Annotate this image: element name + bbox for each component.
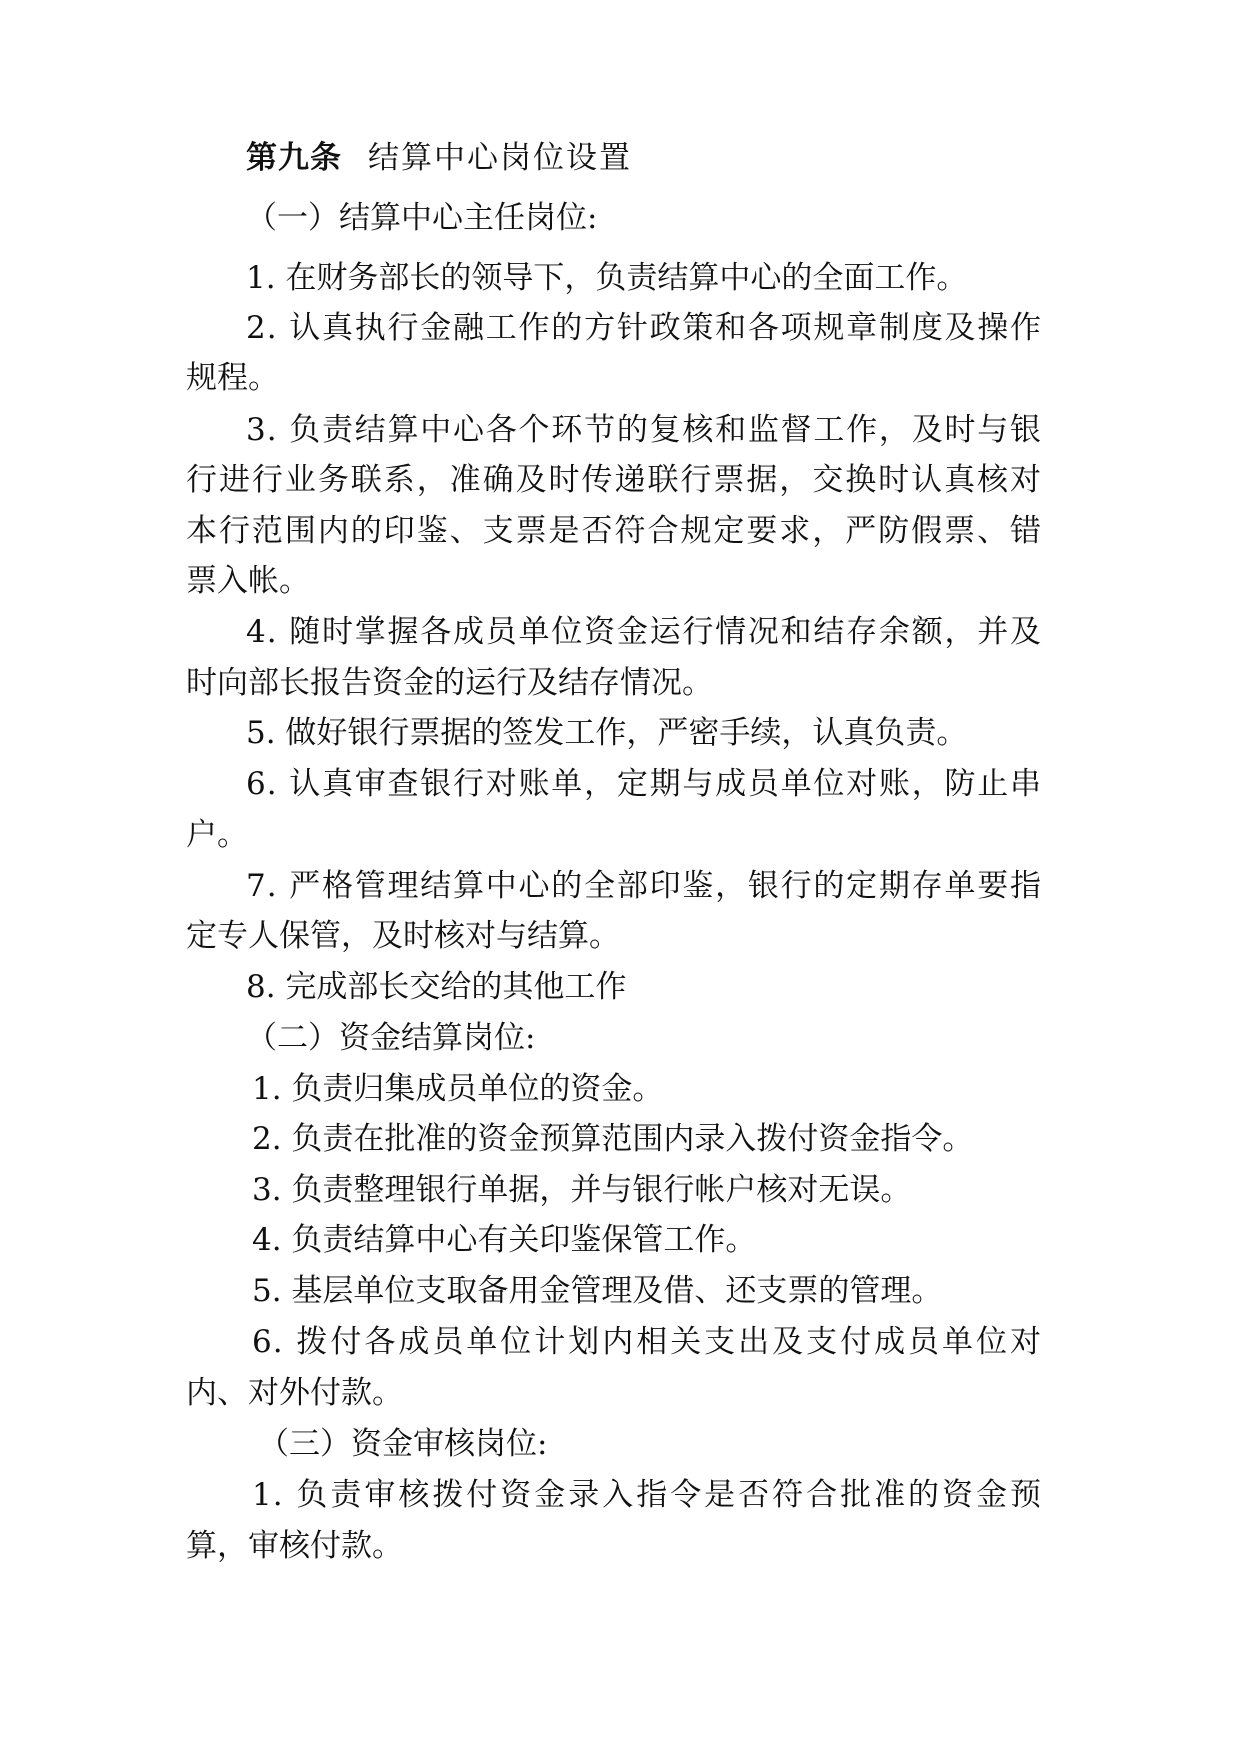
paragraph-line: 2. 认真执行金融工作的方针政策和各项规章制度及操作 (246, 310, 1042, 346)
paragraph-line: 8. 完成部长交给的其他工作 (246, 969, 627, 1005)
paragraph-line: 1. 负责审核拨付资金录入指令是否符合批准的资金预 (252, 1477, 1042, 1513)
article-label: 第九条 (246, 140, 342, 176)
paragraph-line: 规程。 (186, 360, 279, 396)
paragraph-line: 本行范围内的印鉴、支票是否符合规定要求，严防假票、错 (186, 513, 1042, 549)
paragraph-line: 4. 负责结算中心有关印鉴保管工作。 (252, 1222, 757, 1258)
paragraph-line: 户。 (186, 817, 248, 853)
paragraph-line: 时向部长报告资金的运行及结存情况。 (186, 665, 713, 701)
section-heading-1: （一）结算中心主任岗位: (246, 200, 598, 236)
article-heading (246, 138, 632, 178)
paragraph-line: 票入帐。 (186, 563, 310, 599)
paragraph-line: 定专人保管，及时核对与结算。 (186, 918, 620, 954)
paragraph-line: 算，审核付款。 (186, 1528, 403, 1564)
paragraph-line: 5. 做好银行票据的签发工作，严密手续，认真负责。 (246, 715, 968, 751)
paragraph-line: 2. 负责在批准的资金预算范围内录入拨付资金指令。 (252, 1121, 974, 1157)
paragraph-line: 内、对外付款。 (186, 1375, 403, 1411)
paragraph-line: 3. 负责结算中心各个环节的复核和监督工作，及时与银 (246, 412, 1042, 448)
paragraph-line: 5. 基层单位支取备用金管理及借、还支票的管理。 (252, 1273, 943, 1309)
paragraph-line: 6. 拨付各成员单位计划内相关支出及支付成员单位对 (252, 1324, 1042, 1360)
paragraph-line: 1. 负责归集成员单位的资金。 (252, 1071, 664, 1107)
article-title: 结算中心岗位设置 (368, 140, 632, 176)
paragraph-line: 3. 负责整理银行单据，并与银行帐户核对无误。 (252, 1172, 912, 1208)
section-heading-2: （二）资金结算岗位: (246, 1020, 536, 1056)
paragraph-line: 行进行业务联系，准确及时传递联行票据，交换时认真核对 (186, 462, 1042, 498)
paragraph-line: 4. 随时掌握各成员单位资金运行情况和结存余额，并及 (246, 614, 1042, 650)
paragraph-line: 6. 认真审查银行对账单，定期与成员单位对账，防止串 (246, 766, 1042, 802)
paragraph-line: 1. 在财务部长的领导下，负责结算中心的全面工作。 (246, 260, 968, 296)
paragraph-line: 7. 严格管理结算中心的全部印鉴，银行的定期存单要指 (246, 868, 1042, 904)
section-heading-3: （三）资金审核岗位: (258, 1426, 548, 1462)
